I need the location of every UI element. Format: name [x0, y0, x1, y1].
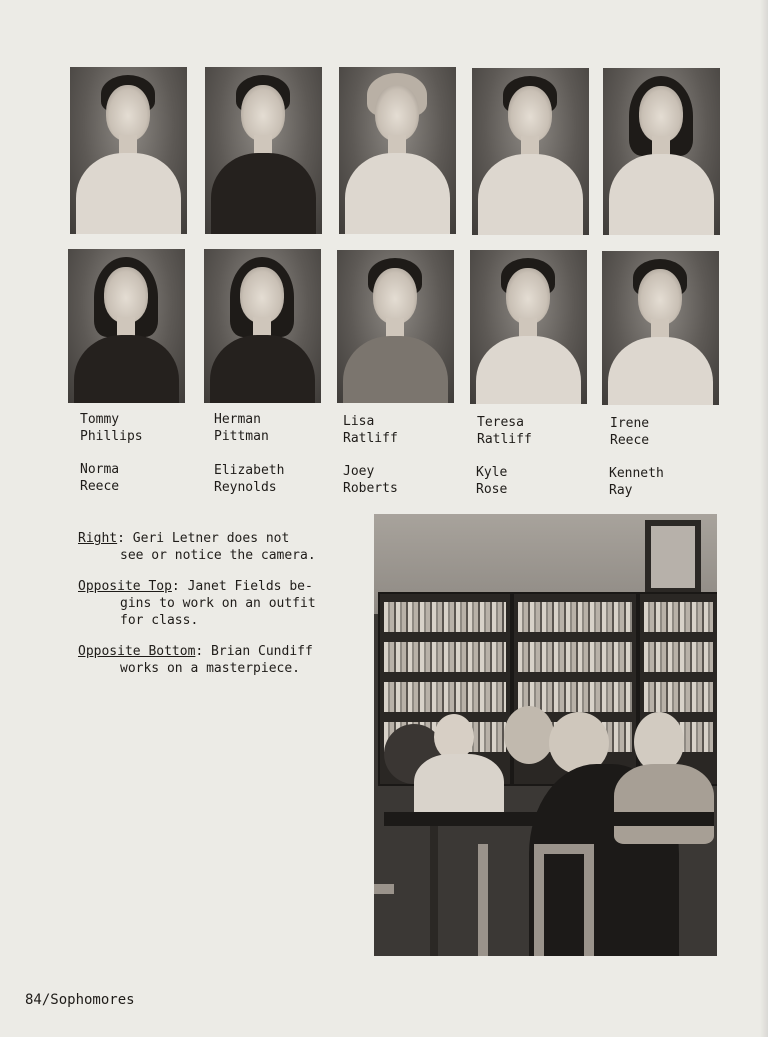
- caption-top-text-3: for class.: [120, 613, 199, 628]
- name-col2-top: Herman Pittman: [214, 412, 269, 444]
- caption-bottom-text-1: : Brian Cundiff: [195, 644, 313, 659]
- caption-right-label: Right: [78, 531, 118, 546]
- caption-top-label: Opposite Top: [78, 579, 172, 594]
- library-table: [384, 812, 714, 826]
- caption-opposite-top: [78, 578, 368, 629]
- name-col1-top: Tommy Phillips: [80, 412, 143, 444]
- name-col3-top: Lisa Ratliff: [343, 414, 398, 446]
- portrait-tommy-phillips: [70, 67, 187, 234]
- name-col5-top: Irene Reece: [610, 416, 650, 448]
- name-col3-bottom: Joey Roberts: [343, 464, 398, 496]
- photo-captions: [78, 530, 368, 691]
- portrait-herman-pittman: [205, 67, 322, 234]
- wall-picture-frame: [645, 520, 701, 594]
- name-col4-bottom: Kyle Rose: [476, 465, 508, 497]
- portrait-teresa-ratliff: [472, 68, 589, 235]
- caption-top-text-1: : Janet Fields be-: [171, 579, 313, 594]
- name-col1-bottom: Norma Reece: [80, 462, 120, 494]
- page-footer-label: 84/Sophomores: [25, 992, 135, 1008]
- portrait-irene-reece: [603, 68, 720, 235]
- library-photo: [374, 514, 717, 956]
- name-col4-top: Teresa Ratliff: [477, 415, 532, 447]
- portrait-norma-reece: [68, 249, 185, 403]
- name-col5-bottom: Kenneth Ray: [609, 466, 664, 498]
- portrait-kyle-rose: [470, 250, 587, 404]
- caption-right-text-1: : Geri Letner does not: [117, 531, 290, 546]
- caption-bottom-label: Opposite Bottom: [78, 644, 196, 659]
- portrait-elizabeth-reynolds: [204, 249, 321, 403]
- caption-top-text-2: gins to work on an outfit: [120, 596, 316, 611]
- caption-bottom-text-2: works on a masterpiece.: [120, 661, 301, 676]
- caption-right: [78, 530, 368, 564]
- name-col2-bottom: Elizabeth Reynolds: [214, 463, 285, 495]
- portrait-joey-roberts: [337, 250, 454, 403]
- portrait-kenneth-ray: [602, 251, 719, 405]
- caption-right-text-2: see or notice the camera.: [120, 548, 316, 563]
- portrait-lisa-ratliff: [339, 67, 456, 234]
- caption-opposite-bottom: [78, 643, 368, 677]
